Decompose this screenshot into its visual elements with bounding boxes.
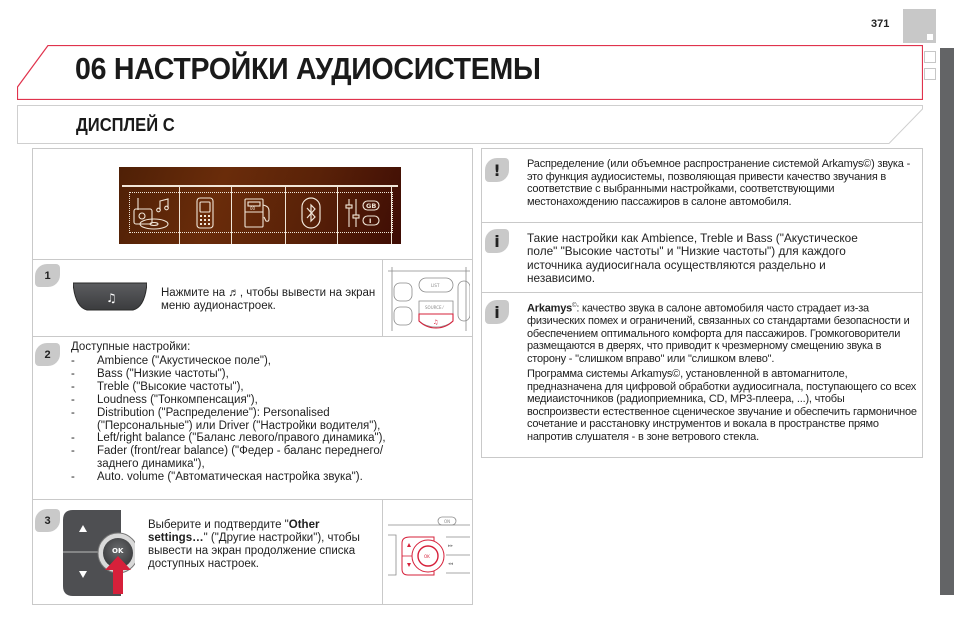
list-item: - Bass ("Низкие частоты"), xyxy=(71,368,431,381)
svg-text:◂◂: ◂◂ xyxy=(448,561,454,567)
note-distribution-text: Распределение (или объемное распространение системой Arkamys©) звука - это функция аудиосистемы, позволяющая привести качество звучания в соответствие с выбранными настройками, соответствующими местонахождению пассажиров в салоне автомобиля. xyxy=(527,158,911,208)
note-arkamys-text: Arkamys©: качество звука в салоне автомобиля часто страдает из-за физических помех и ограничений, связанных со стандартами безопасности и обеспечением оптимального комфорта для пассажиров. Громкоговорители размещаются в дверях, что приводит к чрезмерному смещению звука в сторону - "слишком вправо" или "слишком влево". xyxy=(527,302,910,366)
bluetooth-icon[interactable] xyxy=(286,194,336,232)
settings-intro: Доступные настройки: xyxy=(71,341,191,353)
ok-navigation-pad[interactable] xyxy=(63,508,135,600)
music-settings-key[interactable] xyxy=(73,282,147,312)
svg-text:SOURCE ⁄: SOURCE ⁄ xyxy=(425,305,444,310)
audio-menu-display xyxy=(119,167,401,244)
divider xyxy=(481,222,923,223)
page-tab-notch xyxy=(927,34,933,40)
mobile-phone-icon[interactable] xyxy=(180,194,230,232)
svg-text:OK: OK xyxy=(112,547,124,555)
display-separator xyxy=(391,187,392,244)
svg-text:♫: ♫ xyxy=(433,319,439,326)
list-item: - Treble ("Высокие частоты"), xyxy=(71,381,431,394)
list-item: - Auto. volume ("Автоматическая настройка звука"). xyxy=(71,471,431,484)
list-item: - Left/right balance ("Баланс левого/правого динамика"), xyxy=(71,432,431,445)
list-item: - Fader (front/rear balance) ("Федер - баланс переднего/ заднего динамика"), xyxy=(71,445,421,471)
warning-icon: ! xyxy=(485,158,509,182)
divider xyxy=(382,499,383,605)
music-note-icon: ♫ xyxy=(106,291,117,305)
svg-text:LIST: LIST xyxy=(431,283,440,288)
step-3-badge: 3 xyxy=(35,509,60,532)
audio-settings-icon[interactable] xyxy=(339,194,389,232)
info-icon: i xyxy=(485,300,509,324)
note-arkamys-program-text: Программа системы Arkamys©, установленной в автомагнитоле, предназначена для цифровой обработки аудиосигнала, поступающего со всех медиаисточников (радиоприемника, CD, MP3-плеера, ...), чтобы воспроизвести естественное сценическое звучание и обеспечить гармоничное сочетание и расстановку инструментов и вокала в пространстве прямо напротив слушателя - в зоне ветрового стекла. xyxy=(527,368,917,443)
info-icon: i xyxy=(485,229,509,253)
chapter-title: 06 НАСТРОЙКИ АУДИОСИСТЕМЫ xyxy=(75,51,541,86)
section-header xyxy=(17,105,923,144)
music-note-icon: ♬ xyxy=(228,287,240,299)
list-item: - Loudness ("Тонкомпенсация"), xyxy=(71,394,431,407)
divider xyxy=(32,336,473,337)
divider xyxy=(32,259,473,260)
note-settings-text: Такие настройки как Ambience, Treble и Bass ("Акустическое поле" "Высокие частоты" и "Низкие частоты") для каждого источника аудиосигнала осуществляются раздельно и независимо. xyxy=(527,231,858,285)
console-ok-pad-illustration xyxy=(386,515,470,581)
divider xyxy=(32,499,473,500)
display-separator xyxy=(231,187,232,244)
svg-text:GB: GB xyxy=(366,202,377,210)
svg-text:I: I xyxy=(369,217,372,225)
side-square-marker xyxy=(924,51,936,63)
list-item: - Distribution ("Распределение"): Personalised ("Персональные") или Driver ("Настройки водителя"), xyxy=(71,407,401,433)
section-title: ДИСПЛЕЙ C xyxy=(76,115,175,135)
list-item: - Ambience ("Акустическое поле"), xyxy=(71,355,431,368)
svg-text:00: 00 xyxy=(250,206,256,211)
page-tab-marker xyxy=(903,9,936,43)
divider xyxy=(481,292,923,293)
divider xyxy=(382,259,383,336)
step-3-text: Выберите и подтвердите "Other settings…" ("Другие настройки"), чтобы вывести на экран продолжение списка доступных настроек. xyxy=(148,519,360,570)
page-number: 371 xyxy=(871,18,890,30)
side-square-marker xyxy=(924,68,936,80)
svg-text:▸▸: ▸▸ xyxy=(448,543,454,549)
svg-text:OK: OK xyxy=(424,554,430,559)
step-1-badge: 1 xyxy=(35,264,60,287)
vehicle-info-icon[interactable] xyxy=(233,194,283,232)
svg-text:ON: ON xyxy=(444,519,451,524)
available-settings-list xyxy=(71,355,431,484)
chapter-header xyxy=(17,45,923,100)
step-2-badge: 2 xyxy=(35,343,60,366)
console-music-key-illustration xyxy=(386,263,470,333)
chapter-side-bar xyxy=(940,48,954,595)
display-line xyxy=(122,185,398,187)
display-separator xyxy=(337,187,338,244)
step-1-text: Нажмите на ♬, чтобы вывести на экран меню аудионастроек. xyxy=(161,287,376,312)
media-sources-icon[interactable] xyxy=(129,194,179,232)
